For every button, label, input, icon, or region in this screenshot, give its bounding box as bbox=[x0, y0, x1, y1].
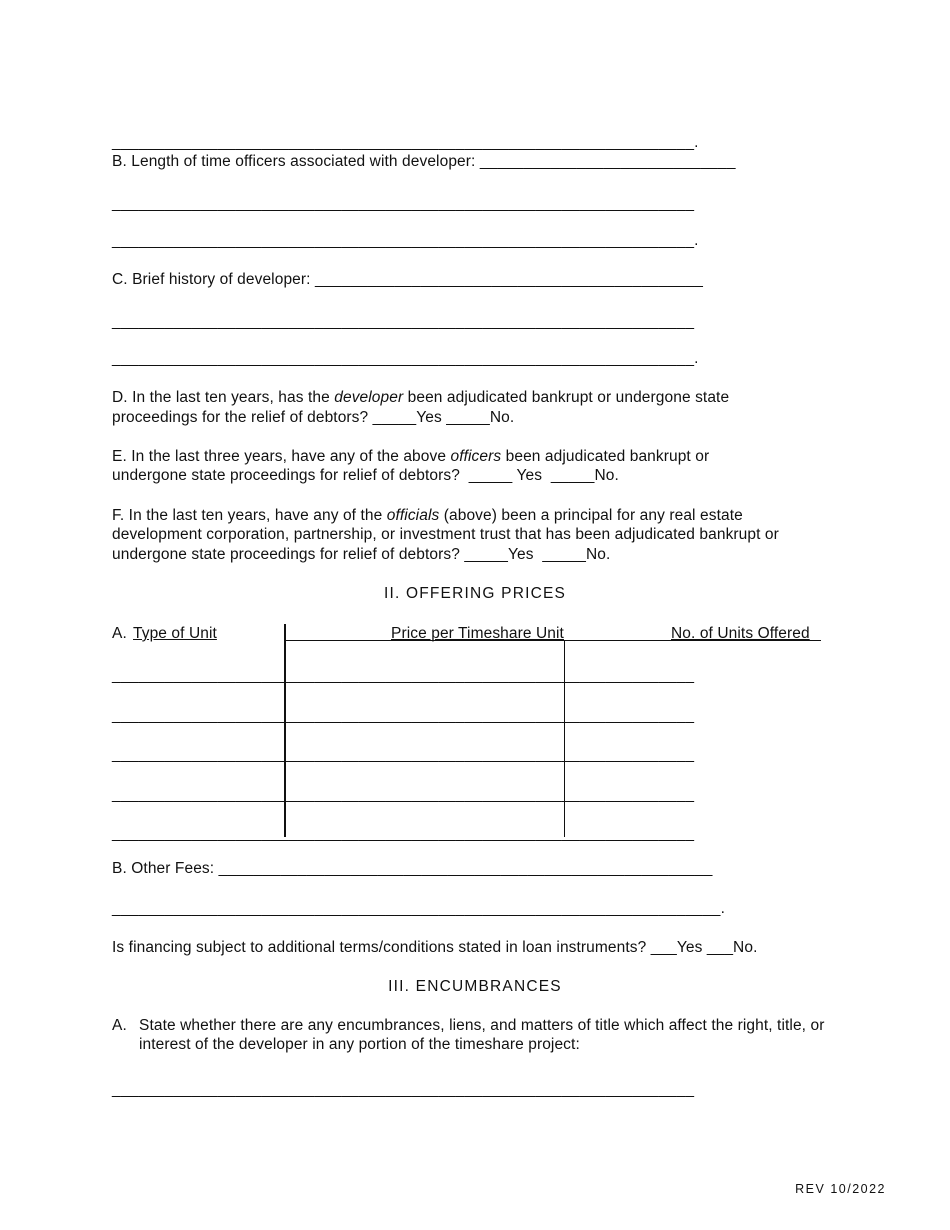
item-c-label: C. Brief history of developer: bbox=[112, 271, 315, 288]
item-e-emphasis: officers bbox=[450, 448, 502, 465]
item-d-text-pre: D. In the last ten years, has the bbox=[112, 389, 335, 406]
item-f-text-post: (above) been a principal for any real estate bbox=[439, 507, 743, 524]
item-b-other-fees bbox=[112, 859, 713, 878]
financing-question[interactable]: Is financing subject to additional terms/conditions stated in loan instruments? ___Yes ___No. bbox=[112, 939, 758, 956]
section-iii-heading-text: III. ENCUMBRANCES bbox=[388, 978, 562, 995]
item-b-label: B. Length of time officers associated with developer: bbox=[112, 153, 480, 170]
other-fees-blank[interactable]: ________________________________________________________ bbox=[218, 860, 713, 877]
item-d-answer[interactable]: proceedings for the relief of debtors? _____Yes _____No. bbox=[112, 409, 515, 426]
item-c-blank[interactable]: ____________________________________________ bbox=[314, 271, 704, 288]
table-row-line-3[interactable]: __________________________________________________________________ bbox=[112, 746, 695, 763]
table-row-line-4[interactable]: __________________________________________________________________ bbox=[112, 786, 695, 803]
item-f-line-2: development corporation, partnership, or investment trust that has been adjudicated bankrupt or bbox=[112, 526, 779, 543]
table-row-line-2[interactable]: __________________________________________________________________ bbox=[112, 707, 695, 724]
item-e-text-post: been adjudicated bankrupt or bbox=[501, 448, 710, 465]
item-e-text-pre: E. In the last three years, have any of the above bbox=[112, 448, 451, 465]
col-header-units-offered: No. of Units Offered bbox=[671, 625, 810, 642]
table-header-rule bbox=[286, 640, 821, 641]
revision-label: REV 10/2022 bbox=[795, 1182, 886, 1196]
item-b-blank[interactable]: _____________________________ bbox=[479, 153, 736, 170]
item-b-length-of-time bbox=[112, 152, 736, 171]
other-fees-line[interactable]: _____________________________________________________________________. bbox=[112, 900, 726, 917]
item-c-line-2[interactable]: __________________________________________________________________. bbox=[112, 350, 699, 367]
col-header-type-of-unit: Type of Unit bbox=[133, 625, 217, 642]
item-d-question bbox=[112, 388, 729, 407]
item-f-question bbox=[112, 506, 743, 525]
table-divider-1 bbox=[284, 624, 286, 837]
item-c-line-1[interactable]: __________________________________________________________________ bbox=[112, 313, 695, 330]
item-e-answer[interactable]: undergone state proceedings for relief of debtors? _____ Yes _____No. bbox=[112, 467, 619, 484]
table-row-line-5[interactable]: __________________________________________________________________ bbox=[112, 825, 695, 842]
item-d-emphasis: developer bbox=[334, 389, 404, 406]
item-b-line-2[interactable]: __________________________________________________________________. bbox=[112, 232, 699, 249]
item-f-text-pre: F. In the last ten years, have any of the bbox=[112, 507, 387, 524]
col-header-price-per-unit: Price per Timeshare Unit bbox=[391, 625, 564, 642]
section-iii-heading bbox=[0, 977, 950, 996]
section-ii-heading-text: II. OFFERING PRICES bbox=[383, 585, 567, 602]
table-prefix: A. bbox=[112, 625, 132, 642]
item-d-text-post: been adjudicated bankrupt or undergone state bbox=[403, 389, 730, 406]
item-a-encumbrances-text: State whether there are any encumbrances, liens, and matters of title which affect the right, title, or interest of the developer in any portion of the timeshare project: bbox=[139, 1017, 825, 1053]
item-b-line-1[interactable]: __________________________________________________________________ bbox=[112, 195, 695, 212]
blank-line-top[interactable]: __________________________________________________________________. bbox=[112, 134, 699, 151]
other-fees-label: B. Other Fees: bbox=[112, 860, 219, 877]
table-row-line-1[interactable]: __________________________________________________________________ bbox=[112, 667, 695, 684]
item-f-answer[interactable]: undergone state proceedings for relief of debtors? _____Yes _____No. bbox=[112, 546, 611, 563]
encumbrances-line[interactable]: __________________________________________________________________ bbox=[112, 1081, 695, 1098]
section-ii-heading bbox=[0, 584, 950, 603]
item-a-marker: A. bbox=[112, 1017, 127, 1034]
item-c-brief-history bbox=[112, 270, 703, 289]
item-f-emphasis: officials bbox=[386, 507, 440, 524]
item-e-question bbox=[112, 447, 709, 466]
